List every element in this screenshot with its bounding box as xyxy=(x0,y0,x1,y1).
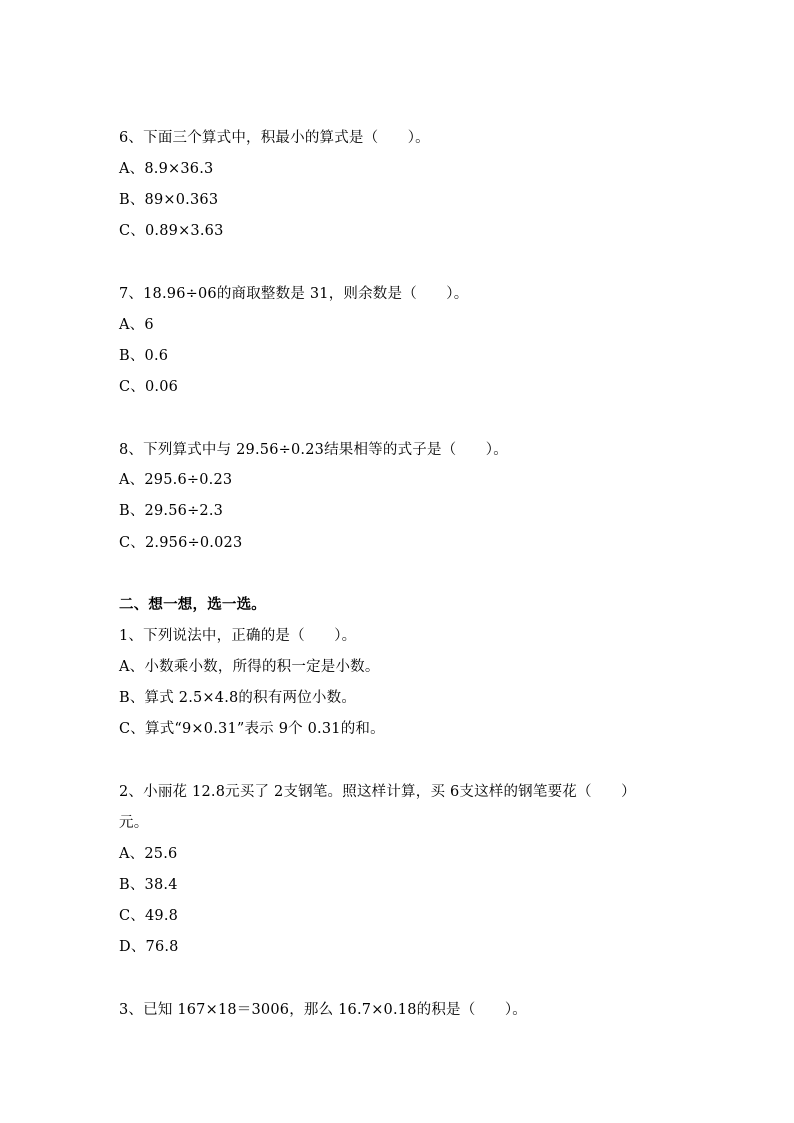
section-2-question-3-stem: 3、已知 167×18＝3006，那么 16.7×0.18的积是（ ）。 xyxy=(119,1002,527,1018)
question-8-option-c: C、2.956÷0.023 xyxy=(119,535,243,551)
section-2-question-1-option-a: A、小数乘小数，所得的积一定是小数。 xyxy=(119,659,380,675)
question-6-option-c: C、0.89×3.63 xyxy=(119,223,224,239)
question-7-option-a: A、6 xyxy=(119,317,154,333)
section-2-question-2-option-b: B、38.4 xyxy=(119,877,178,893)
question-8-stem: 8、下列算式中与 29.56÷0.23结果相等的式子是（ ）。 xyxy=(119,442,508,458)
question-7-option-c: C、0.06 xyxy=(119,379,179,395)
question-7-stem: 7、18.96÷06的商取整数是 31，则余数是（ ）。 xyxy=(119,286,469,302)
section-2-question-1-option-c: C、算式“9×0.31”表示 9个 0.31的和。 xyxy=(119,721,385,737)
section-2-heading: 二、想一想，选一选。 xyxy=(119,596,266,613)
section-2-question-1-option-b: B、算式 2.5×4.8的积有两位小数。 xyxy=(119,690,357,706)
question-8-option-a: A、295.6÷0.23 xyxy=(119,472,233,488)
question-6-stem: 6、下面三个算式中，积最小的算式是（ ）。 xyxy=(119,130,430,146)
section-2-question-2-option-c: C、49.8 xyxy=(119,908,179,924)
question-6-option-a: A、8.9×36.3 xyxy=(119,161,214,177)
section-2-question-2-option-a: A、25.6 xyxy=(119,846,178,862)
section-2-question-2-stem-line-1: 2、小丽花 12.8元买了 2支钢笔。照这样计算，买 6支这样的钢笔要花（ ） xyxy=(119,784,636,800)
question-8-option-b: B、29.56÷2.3 xyxy=(119,503,224,519)
section-2-question-2-stem-line-2: 元。 xyxy=(119,815,149,831)
section-2-question-1-stem: 1、下列说法中，正确的是（ ）。 xyxy=(119,628,357,644)
question-6-option-b: B、89×0.363 xyxy=(119,192,219,208)
section-2-question-2-option-d: D、76.8 xyxy=(119,939,179,955)
question-7-option-b: B、0.6 xyxy=(119,348,169,364)
